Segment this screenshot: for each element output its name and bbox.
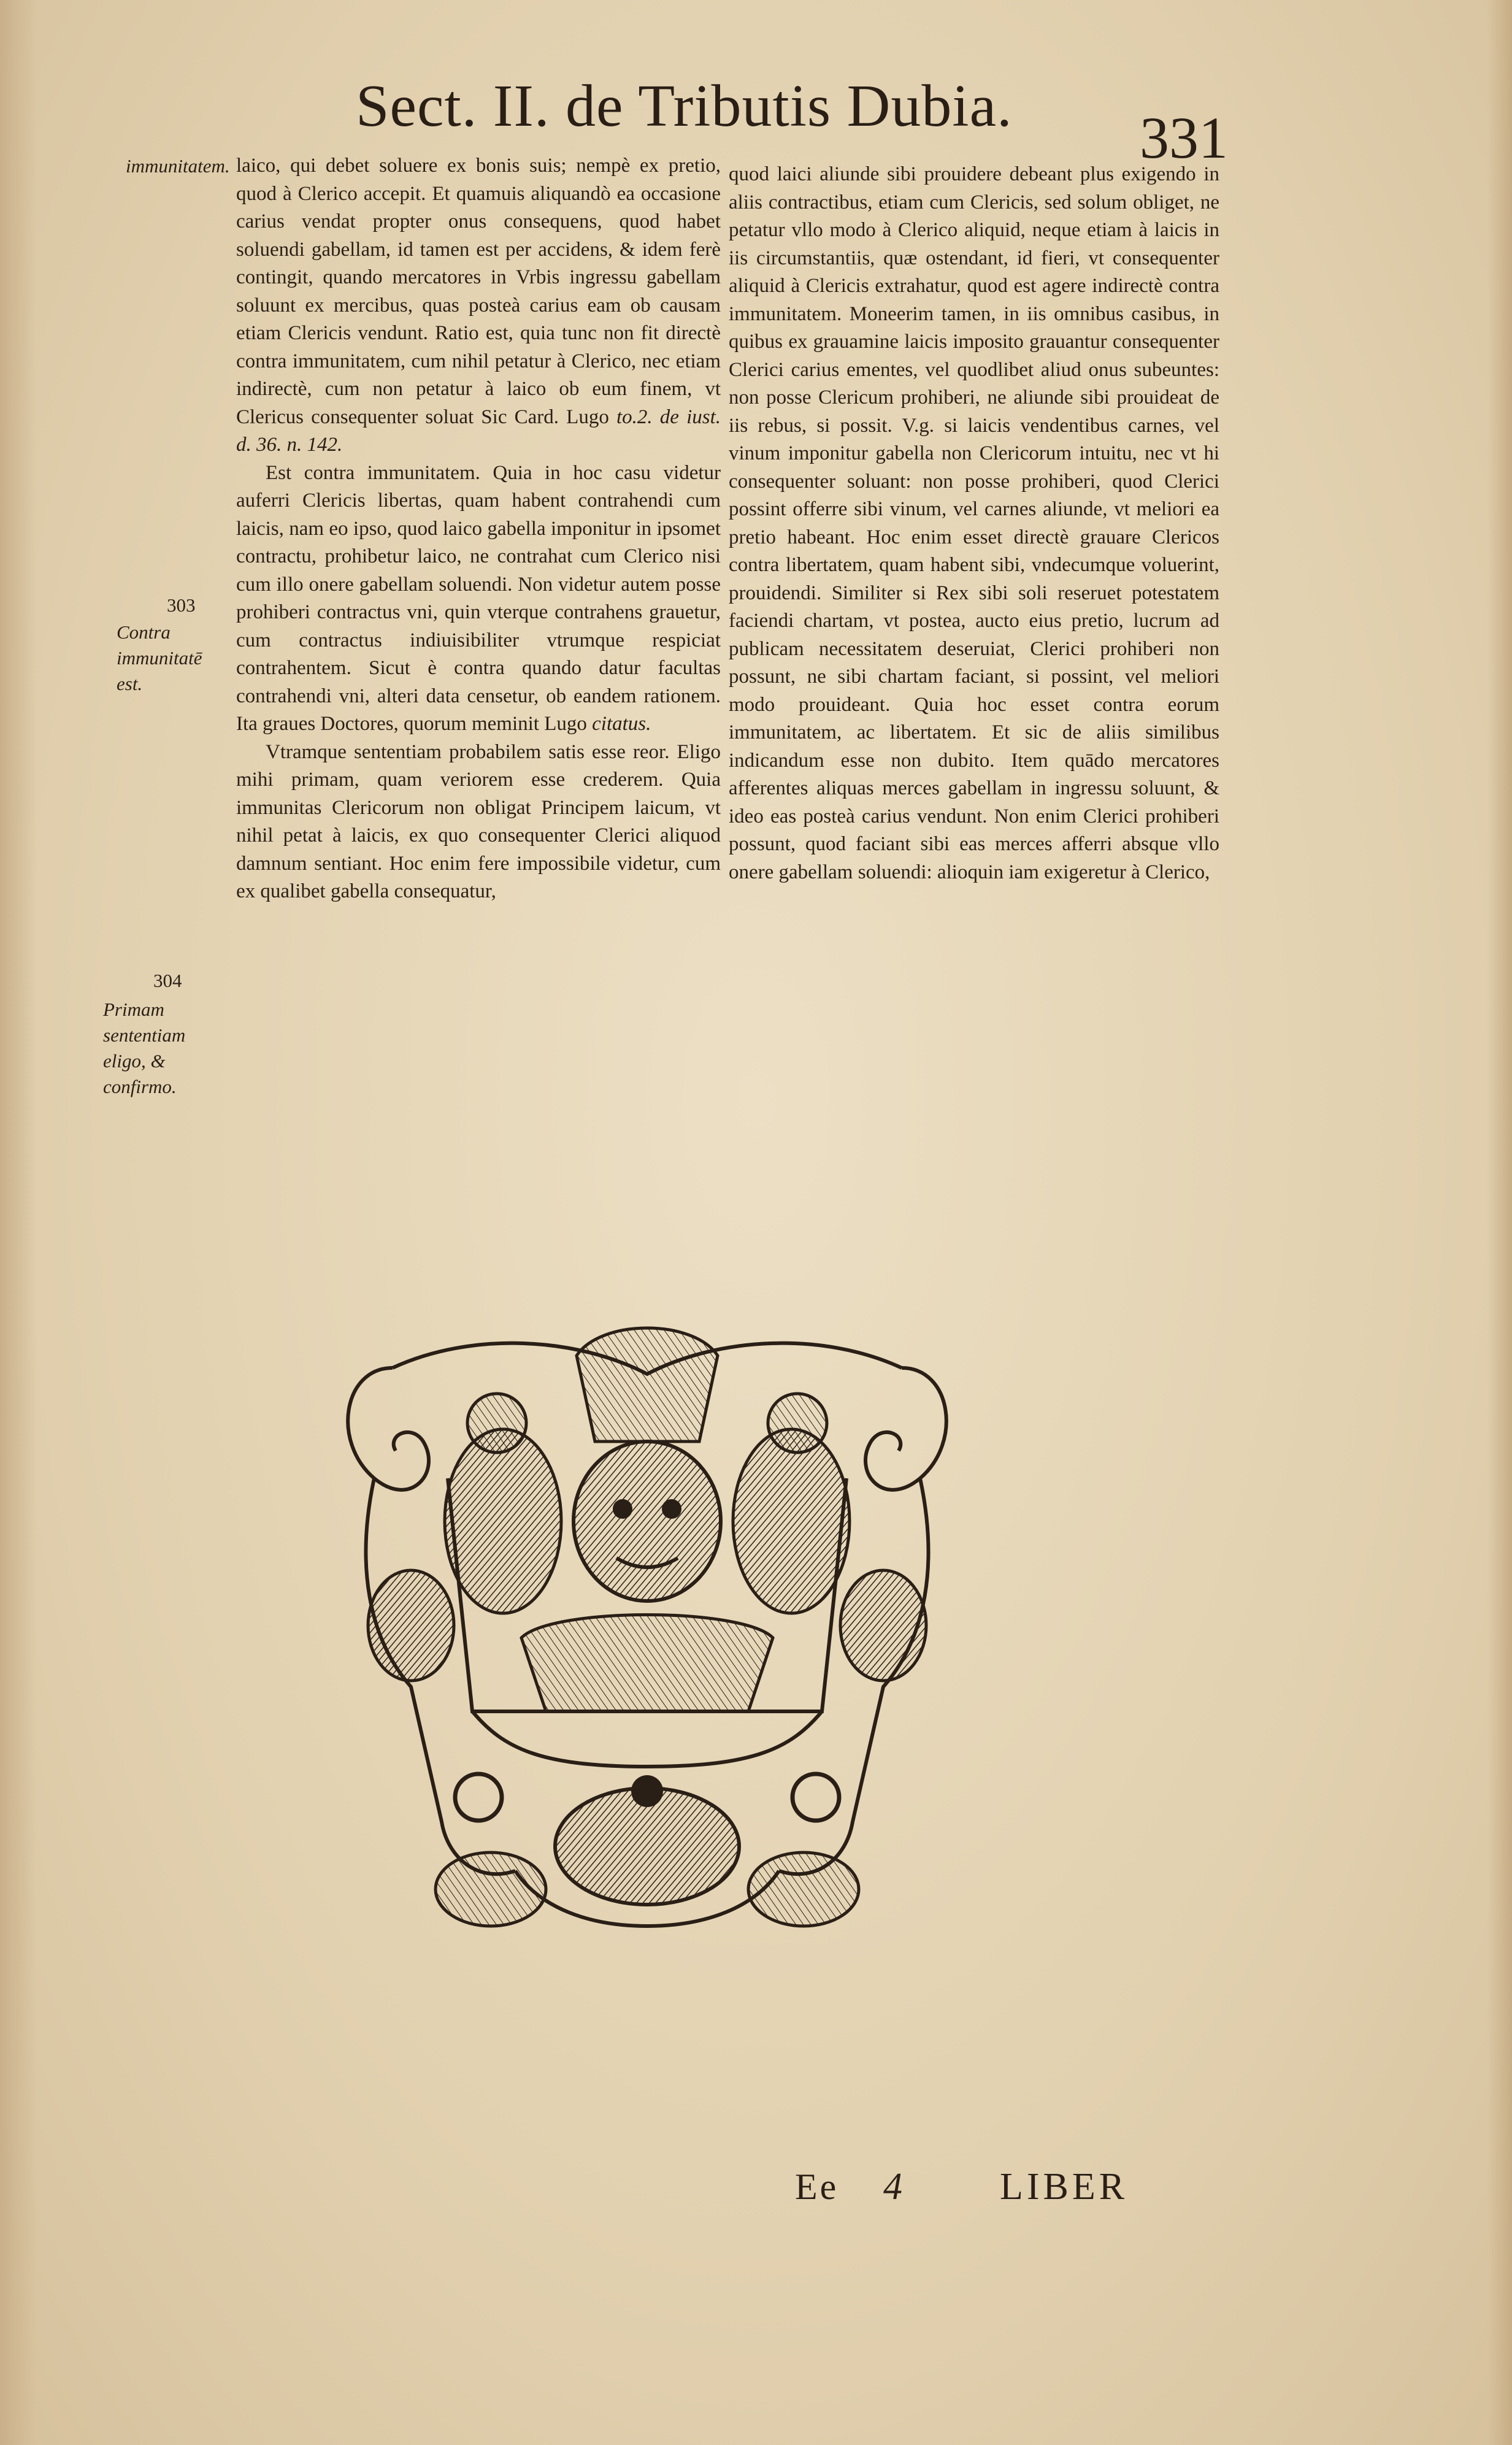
signature-mark: Ee xyxy=(795,2167,839,2207)
left-text-column xyxy=(236,152,721,1195)
paragraph-right-1: quod laici aliunde sibi prouidere debeant plus exigendo in aliis contractibus, etiam cum Clericis, sed solum obliget, ne petatur vllo modo à Clerico aliquid, neque etiam à laicis in iis circumstantiis, quæ ostendant, id fieri, vt consequenter aliquid à Clericis extrahatur, quod est agere indirectè contra immunitatem. Moneerim tamen, in iis omnibus casibus, in quibus ex grauamine laicis imposito grauantur consequenter Clerici carius ementes, vel quodlibet aliud onus subeuntes: non posse Clericum prohiberi, ne aliunde sibi prouideat de iis rebus, si possit. V.g. si laicis vendentibus carnes, vel vinum imponitur gabella non Clericorum intuitu, nec vt hi consequenter soluant: non posse prohiberi, quod Clerici possint offerre sibi vinum, vel carnes aliunde, vt meliori ea pretio habeant. Hoc enim esset directè grauare Clericos contra libertatem, quam habent sibi, vndecumque voluerint, prouidendi. Similiter si Rex sibi soli reseruet potestatem faciendi chartam, vt postea, aucto eius pretio, lucrum ad publicam necessitatem deseruiat, Clerici prohiberi non possunt, ne sibi chartam faciant, si possint, vel meliori modo prouideant. Quia hoc esset contra eorum immunitatem, ac libertatem. Et sic de aliis similibus indicandum esse non dubito. Item quādo mercatores afferentes aliquas merces gabellam in ingressu soluunt, & ideo eas posteà carius vendunt. Non enim Clerici prohiberi possunt, quod faciant sibi eas merces afferri absque vllo onere gabellam soluendi: alioquin iam exigeretur à Clerico, xyxy=(729,163,1219,883)
running-head: Sect. II. de Tributis Dubia. xyxy=(356,73,1013,139)
woodcut-ornament-illustration xyxy=(319,1319,975,1938)
citation-lugo-citatus: citatus. xyxy=(592,713,651,735)
paragraph-left-2: Est contra immunitatem. Quia in hoc casu videtur auferri Clericis libertas, quam habent contrahendi cum laicis, nam eo ipso, quod laico gabella imponitur in ipsomet contractu, prohibetur laico, ne contrahat cum Clerico nisi cum illo onere gabellam soluendi. Non videtur autem posse prohiberi contractus vni, quin vterque contrahens grauetur, cum contractus indiuisibiliter vtrumque respiciat contrahentem. Sicut è contra quando datur facultas contrahendi vni, alteri data censetur, ob eandem rationem. Ita graues Doctores, quorum meminit Lugo citatus. xyxy=(236,461,721,735)
paragraph-left-1: laico, qui debet soluere ex bonis suis; nempè ex pretio, quod à Clerico accepit. Et quamuis aliquandò ea occasione carius vendat propter onus consequens, quod habet soluendi gabellam, id tamen est per accidens, & idem ferè contingit, quando mercatores in Vrbis ingressu gabellam soluunt ex mercibus, quas posteà carius eam ob causam etiam Clericis vendunt. Ratio est, quia tunc non fit directè contra immunitatem, cum nihil petatur à Clerico, nec etiam indirectè, cum non petatur à laico ob eum finem, vt Clericus consequenter soluat Sic Card. Lugo to.2. de iust. d. 36. n. 142. xyxy=(236,155,721,456)
margin-number-304: 304 xyxy=(153,970,182,991)
citation-lugo: to.2. de iust. d. 36. n. 142. xyxy=(236,405,721,456)
margin-note-contra-immunitatem: Contra immunitatē est. xyxy=(117,621,202,694)
catchword: LIBER xyxy=(1000,2166,1129,2208)
margin-note-primam-sententiam: Primam sententiam eligo, & confirmo. xyxy=(103,999,186,1097)
page-number: 331 xyxy=(1140,105,1228,171)
page-edge-shadow-left xyxy=(0,0,37,2445)
margin-note-immunitatem: immunitatem. xyxy=(126,155,230,177)
right-text-column xyxy=(729,161,1219,1203)
page-edge-shadow-right xyxy=(1487,0,1512,2445)
paragraph-left-3: Vtramque sententiam probabilem satis esse reor. Eligo mihi primam, quam veriorem esse crederem. Quia immunitas Clericorum non obligat Principem laicum, vt nihil petat à laicis, ex quo consequenter Clerici aliquod damnum sentiant. Hoc enim fere impossibile videtur, cum ex qualibet gabella consequatur, xyxy=(236,740,721,902)
margin-number-303: 303 xyxy=(167,594,196,616)
quire-number: 4 xyxy=(883,2166,902,2208)
